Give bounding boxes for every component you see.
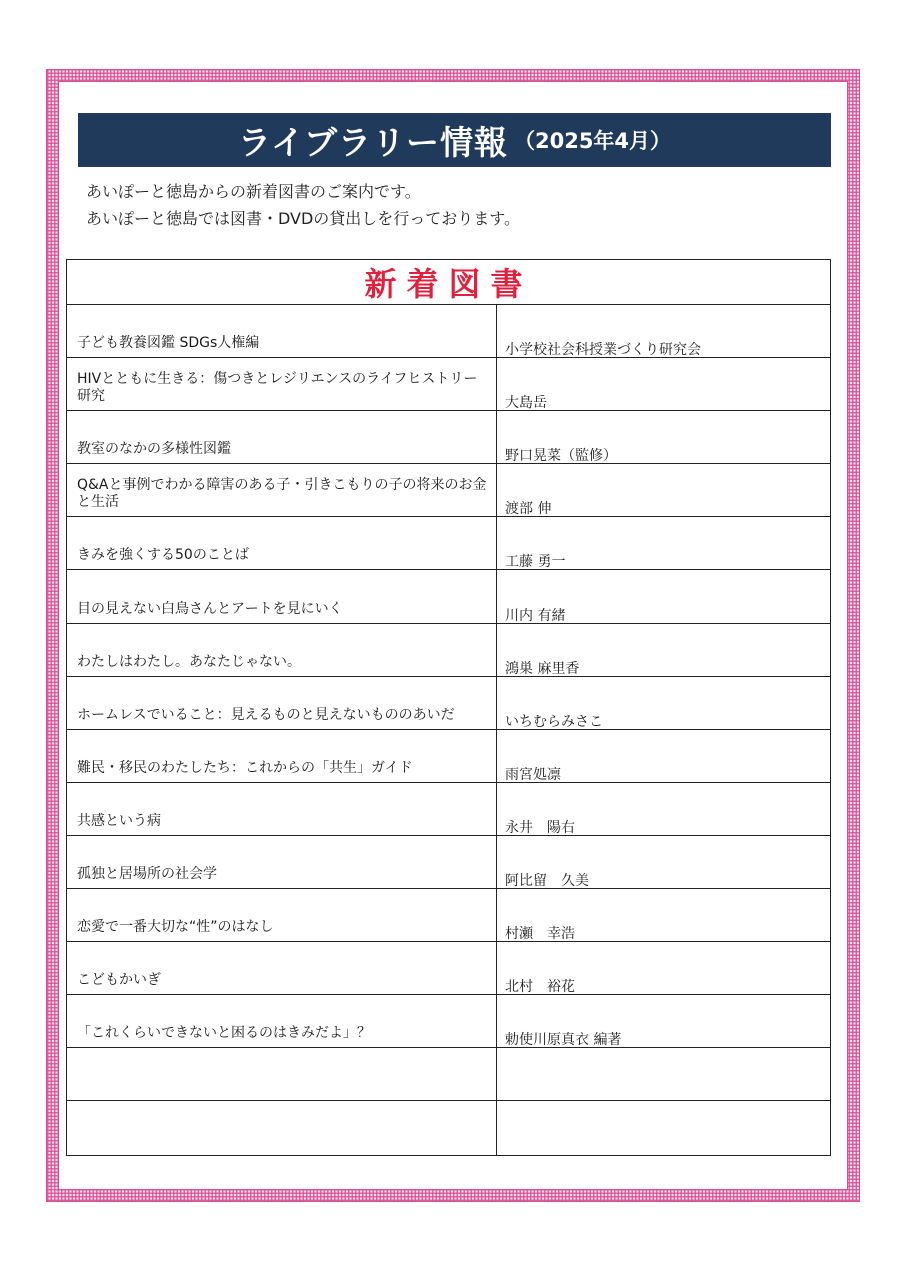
book-author [497,624,830,676]
book-author [497,464,830,516]
book-title: 教室のなかの多様性図鑑 [67,411,497,463]
page-date: （2025年4月） [513,129,672,153]
table-row [67,836,830,889]
intro-line-1: あいぽーと徳島からの新着図書のご案内です。 [86,182,421,201]
table-row [67,517,830,570]
book-title: わたしはわたし。あなたじゃない。 [67,624,497,676]
table-row [67,624,830,677]
author-text: 野口晃菜（監修） [505,448,617,465]
book-author [497,889,830,941]
table-row [67,677,830,730]
book-author [497,1101,830,1154]
book-author [497,783,830,835]
table-row [67,570,830,623]
table-row-empty [67,1048,830,1101]
author-text: 大島岳 [505,395,547,412]
author-text: 小学校社会科授業づくり研究会 [505,342,701,359]
author-text: 北村 裕花 [505,979,575,996]
book-title: 孤独と居場所の社会学 [67,836,497,888]
table-row [67,358,830,411]
author-text: 鴻巣 麻里香 [505,660,580,677]
book-title: ホームレスでいること：見えるものと見えないもののあいだ [67,677,497,729]
author-text: 雨宮処凛 [505,766,561,783]
table-row [67,942,830,995]
book-author [497,411,830,463]
table-row [67,783,830,836]
book-author [497,358,830,410]
author-text: 阿比留 久美 [505,873,589,890]
author-text: 渡部 伸 [505,501,552,518]
table-heading: 新着図書 [67,260,830,305]
book-author [497,1048,830,1100]
author-text: 村瀬 幸浩 [505,926,575,943]
table-row [67,411,830,464]
book-author [497,942,830,994]
table-row [67,464,830,517]
book-author [497,517,830,569]
book-title: きみを強くする50のことば [67,517,497,569]
page-title: ライブラリー情報 [237,122,508,162]
book-author [497,677,830,729]
book-title [67,1101,497,1154]
author-text: 工藤 勇一 [505,554,566,571]
table-row [67,889,830,942]
table-row-empty [67,1101,830,1154]
book-author [497,730,830,782]
book-author [497,305,830,357]
new-books-table [66,259,831,1156]
book-title: 目の見えない白鳥さんとアートを見にいく [67,570,497,622]
book-title [67,1048,497,1100]
book-title: 難民・移民のわたしたち：これからの「共生」ガイド [67,730,497,782]
book-author [497,570,830,622]
book-title: 共感という病 [67,783,497,835]
book-title: 子ども教養図鑑 SDGs人権編 [67,305,497,357]
author-text: いちむらみさこ [505,713,603,730]
table-row [67,995,830,1048]
intro-line-2: あいぽーと徳島では図書・DVDの貸出しを行っております。 [86,209,521,228]
author-text: 川内 有緒 [505,607,566,624]
book-title: 「これくらいできないと困るのはきみだよ」？ [67,995,497,1047]
title-banner [78,113,831,167]
book-title: 恋愛で一番大切な“性”のはなし [67,889,497,941]
intro-text [86,178,520,232]
book-author [497,836,830,888]
book-title: HIVとともに生きる：傷つきとレジリエンスのライフヒストリー研究 [67,358,497,410]
table-row [67,730,830,783]
author-text: 勅使川原真衣 編著 [505,1032,622,1049]
book-author [497,995,830,1047]
author-text: 永井 陽右 [505,819,575,836]
book-title: こどもかいぎ [67,942,497,994]
table-row [67,305,830,358]
book-title: Q&Aと事例でわかる障害のある子・引きこもりの子の将来のお金と生活 [67,464,497,516]
